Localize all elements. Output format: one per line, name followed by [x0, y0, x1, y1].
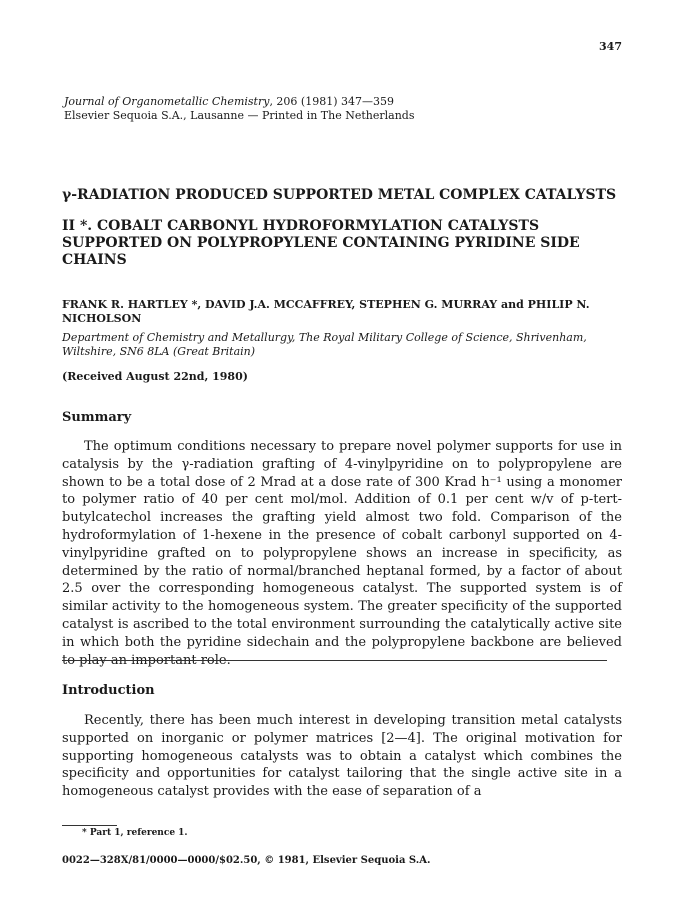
journal-citation [64, 95, 414, 109]
summary-heading: Summary [62, 410, 132, 425]
introduction-paragraph: Recently, there has been much interest in developing transition metal catalysts supported on inorganic or polymer matrices [2—4]. The original motivation for supporting homogeneous catalysts was to obtain a catalyst which combines the specificity and opportunities for catalyst tailoring that the single active site in a homogeneous catalyst provides with the ease of separation of a [62, 713, 622, 800]
footnote: * Part 1, reference 1. [82, 828, 188, 838]
title-main: γ-RADIATION PRODUCED SUPPORTED METAL COMPLEX CATALYSTS [62, 187, 617, 203]
author-list: FRANK R. HARTLEY *, DAVID J.A. MCCAFFREY, STEPHEN G. MURRAY and PHILIP N. NICHOLSON [62, 298, 590, 325]
journal-header [64, 95, 414, 123]
footnote-divider [62, 825, 117, 826]
title-subtitle: II *. COBALT CARBONYL HYDROFORMYLATION CATALYSTS SUPPORTED ON POLYPROPYLENE CONTAINING PYRIDINE SIDE CHAINS [62, 218, 580, 268]
page-number: 347 [599, 40, 622, 53]
introduction-heading: Introduction [62, 683, 155, 698]
received-date: (Received August 22nd, 1980) [62, 370, 248, 383]
section-divider [62, 660, 607, 661]
summary-paragraph: The optimum conditions necessary to prepare novel polymer supports for use in catalysis by the γ-radiation grafting of 4-vinylpyridine on to polypropylene are shown to be a total dose of 2 Mrad at a dose rate of 300 Krad h⁻¹ using a monomer to polymer ratio of 40 per cent mol/mol. Addition of 0.1 per cent w/v of p-tert-butylcatechol increases the grafting yield almost two fold. Comparison of the hydroformylation of 1-hexene in the presence of cobalt carbonyl supported on 4-vinylpyridine grafted on to polypropylene shows an increase in specificity, as determined by the ratio of normal/branched heptanal formed, by a factor of about 2.5 over the corresponding homogeneous catalyst. The supported system is of similar activity to the homogeneous system. The greater specificity of the supported catalyst is ascribed to the total environment surrounding the catalytically active site in which both the pyridine sidechain and the polypropylene backbone are believed to play an important role. [62, 439, 622, 668]
journal-volume-pages: , 206 (1981) 347—359 [269, 95, 394, 108]
affiliation: Department of Chemistry and Metallurgy, The Royal Military College of Science, Shrivenham, Wiltshire, SN6 8LA (Great Britain) [62, 331, 587, 358]
copyright-line: 0022—328X/81/0000—0000/$02.50, © 1981, Elsevier Sequoia S.A. [62, 855, 431, 866]
article-title [62, 187, 642, 269]
publisher-line: Elsevier Sequoia S.A., Lausanne — Printed in The Netherlands [64, 109, 415, 122]
journal-name: Journal of Organometallic Chemistry [64, 95, 270, 108]
